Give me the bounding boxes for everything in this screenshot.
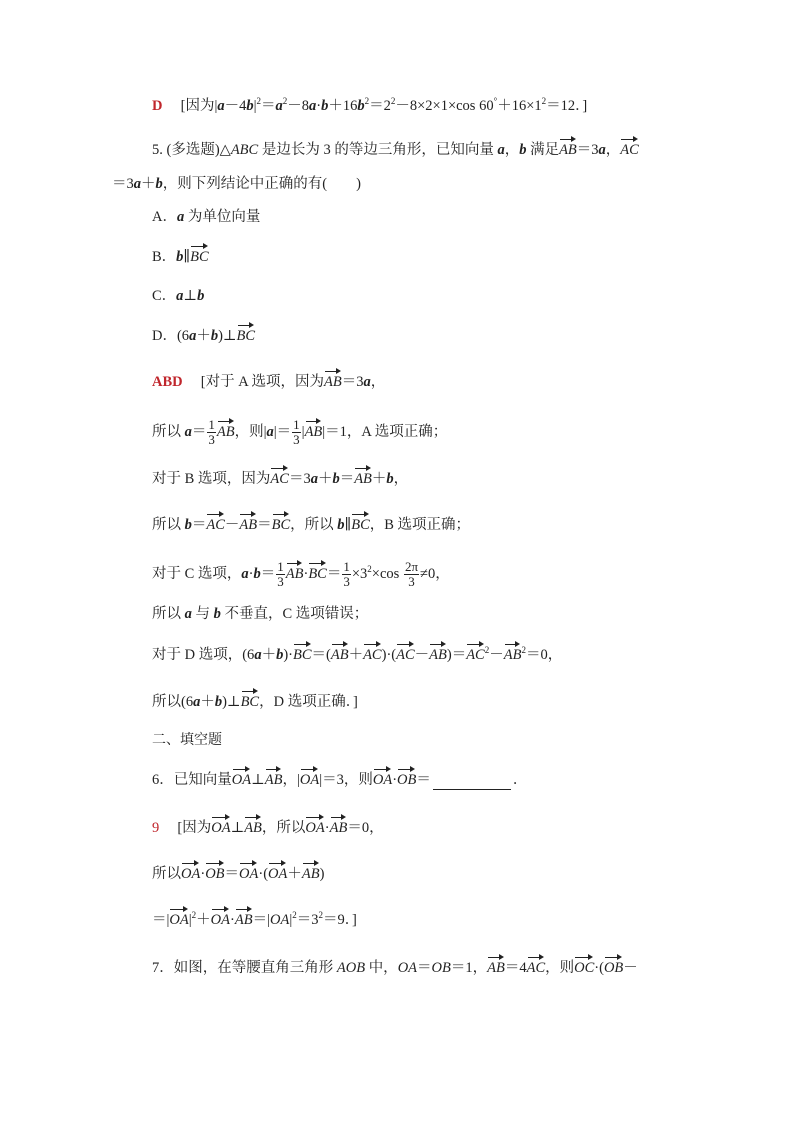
q5-answer-letters: ABD — [152, 374, 183, 390]
section-heading-fill-in: 二、填空题 — [152, 732, 222, 748]
q5-stem-line2: ＝3a＋b，则下列结论中正确的有( ) — [112, 176, 361, 192]
q4-solution: [因为$|a-4b|^2=a^2-8a\cdot b+16b^2=2^2-8\times 2\times 1\times\cos$ $60^\circ+16\times 1^2=12$．] — [166, 96, 588, 114]
q5-solution-line7: 对于 D 选项，$(6a+b)\cdot BC=(AB+AC)\cdot(AC-AB)=AC^2-AB^2=0$， — [152, 642, 562, 665]
q5-solution-line5: 对于 C 选项，a·b＝ $\frac{1}{3}$ AB·BC＝ $\frac{1}{3}$ $\times 3^2\times\cos$ $\frac{2\pi}{3}$ ≠0， — [152, 559, 450, 589]
q6-solution-line2: 所以OA·OB＝OA·(OA＋AB) — [152, 861, 324, 884]
q7-stem: 7．如图，在等腰直角三角形 AOB 中，OA＝OB＝1，AB＝4AC，则OC·(OB－ — [152, 955, 638, 978]
q6-solution-line1: 9 [因为OA⊥AB，所以OA·AB＝0， — [152, 815, 384, 838]
q5-option-c: C．a⊥b — [152, 288, 205, 304]
q5-solution-line8: 所以(6a＋b)⊥BC，D 选项正确．] — [152, 689, 358, 712]
q6-stem: 6．已知向量OA⊥AB，|OA|＝3，则OA·OB＝ ． — [152, 767, 527, 790]
q6-solution-line3: $=|OA|^2+OA\cdot AB=|OA|^2=3^2=9$．] — [152, 907, 357, 930]
q4-answer-line — [152, 96, 587, 116]
q5-option-d: D．(6a＋b)⊥BC — [152, 323, 255, 346]
q5-option-a: A．a 为单位向量 — [152, 209, 261, 225]
q5-option-b: B．b∥BC — [152, 244, 209, 267]
q6-answer-value: 9 — [152, 820, 160, 836]
q5-solution-line4: 所以 b＝AC－AB＝BC，所以 b∥BC，B 选项正确； — [152, 512, 470, 535]
q5-stem-line1: 5. (多选题)△ABC 是边长为 3 的等边三角形，已知向量 a，b 满足AB＝3a，AC — [152, 137, 639, 160]
q5-solution-line1: ABD [对于 A 选项，因为AB＝3a， — [152, 369, 385, 392]
q5-solution-line2: 所以 a＝ $\frac{1}{3}$ AB，则|a|＝ $\frac{1}{3}$ |AB|＝1，A 选项正确； — [152, 417, 448, 447]
q4-answer-letter: D — [152, 98, 163, 114]
q5-solution-line3: 对于 B 选项，因为AC＝3a＋b＝AB＋b， — [152, 466, 408, 489]
q6-answer-blank[interactable] — [433, 789, 511, 790]
q5-solution-line6: 所以 a 与 b 不垂直，C 选项错误； — [152, 606, 369, 622]
